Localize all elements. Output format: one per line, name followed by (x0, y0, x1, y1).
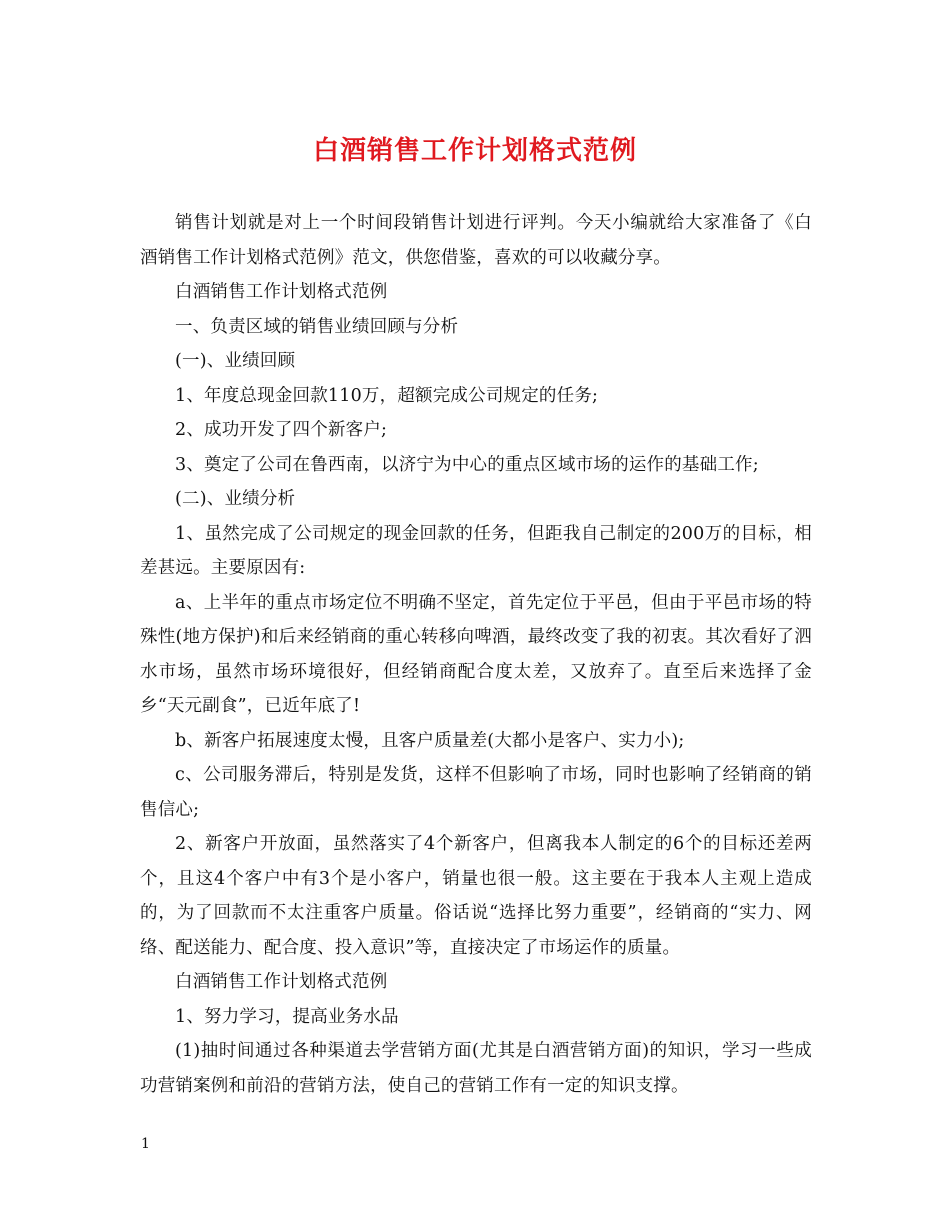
list-item: (1)抽时间通过各种渠道去学营销方面(尤其是白酒营销方面)的知识，学习一些成功营销案例和前沿的营销方法，使自己的营销工作有一定的知识支撑。 (140, 1041, 812, 1096)
document-title: 白酒销售工作计划格式范例 (312, 136, 637, 166)
subsection-heading: (一)、业绩回顾 (175, 351, 296, 371)
paragraph-subtitle: 白酒销售工作计划格式范例 (175, 282, 388, 302)
list-item: c、公司服务滞后，特别是发货，这样不但影响了市场，同时也影响了经销商的销售信心; (140, 765, 812, 820)
paragraph-intro: 销售计划就是对上一个时间段销售计划进行评判。今天小编就给大家准备了《白酒销售工作计划格式范例》范文，供您借鉴，喜欢的可以收藏分享。 (140, 213, 812, 268)
subsection-heading: (二)、业绩分析 (175, 489, 296, 509)
list-item: 1、年度总现金回款110万，超额完成公司规定的任务; (175, 385, 599, 406)
list-item: 1、努力学习，提高业务水品 (175, 1006, 399, 1027)
list-item: a、上半年的重点市场定位不明确不坚定，首先定位于平邑，但由于平邑市场的特殊性(地方保护)和后来经销商的重心转移向啤酒，最终改变了我的初衷。其次看好了泗水市场，虽然市场环境很好，但经销商配合度太差，又放弃了。直至后来选择了金乡“天元副食”，已近年底了! (140, 592, 812, 716)
list-item: 2、成功开发了四个新客户; (175, 420, 388, 440)
list-item: 2、新客户开放面，虽然落实了4个新客户，但离我本人制定的6个的目标还差两个，且这4个客户中有3个是小客户，销量也很一般。这主要在于我本人主观上造成的，为了回款而不太注重客户质量。俗话说“选择比努力重要”，经销商的“实力、网络、配送能力、配合度、投入意识”等，直接决定了市场运作的质量。 (140, 834, 812, 958)
list-item: b、新客户拓展速度太慢，且客户质量差(大都小是客户、实力小); (175, 730, 685, 751)
page-number: 1 (141, 1136, 150, 1152)
section-heading: 一、负责区域的销售业绩回顾与分析 (175, 316, 459, 337)
list-item: 1、虽然完成了公司规定的现金回款的任务，但距我自己制定的200万的目标，相差甚远。主要原因有: (140, 523, 812, 578)
list-item: 3、奠定了公司在鲁西南，以济宁为中心的重点区域市场的运作的基础工作; (175, 454, 759, 475)
paragraph-subtitle: 白酒销售工作计划格式范例 (175, 972, 388, 992)
document-body (140, 206, 812, 1103)
